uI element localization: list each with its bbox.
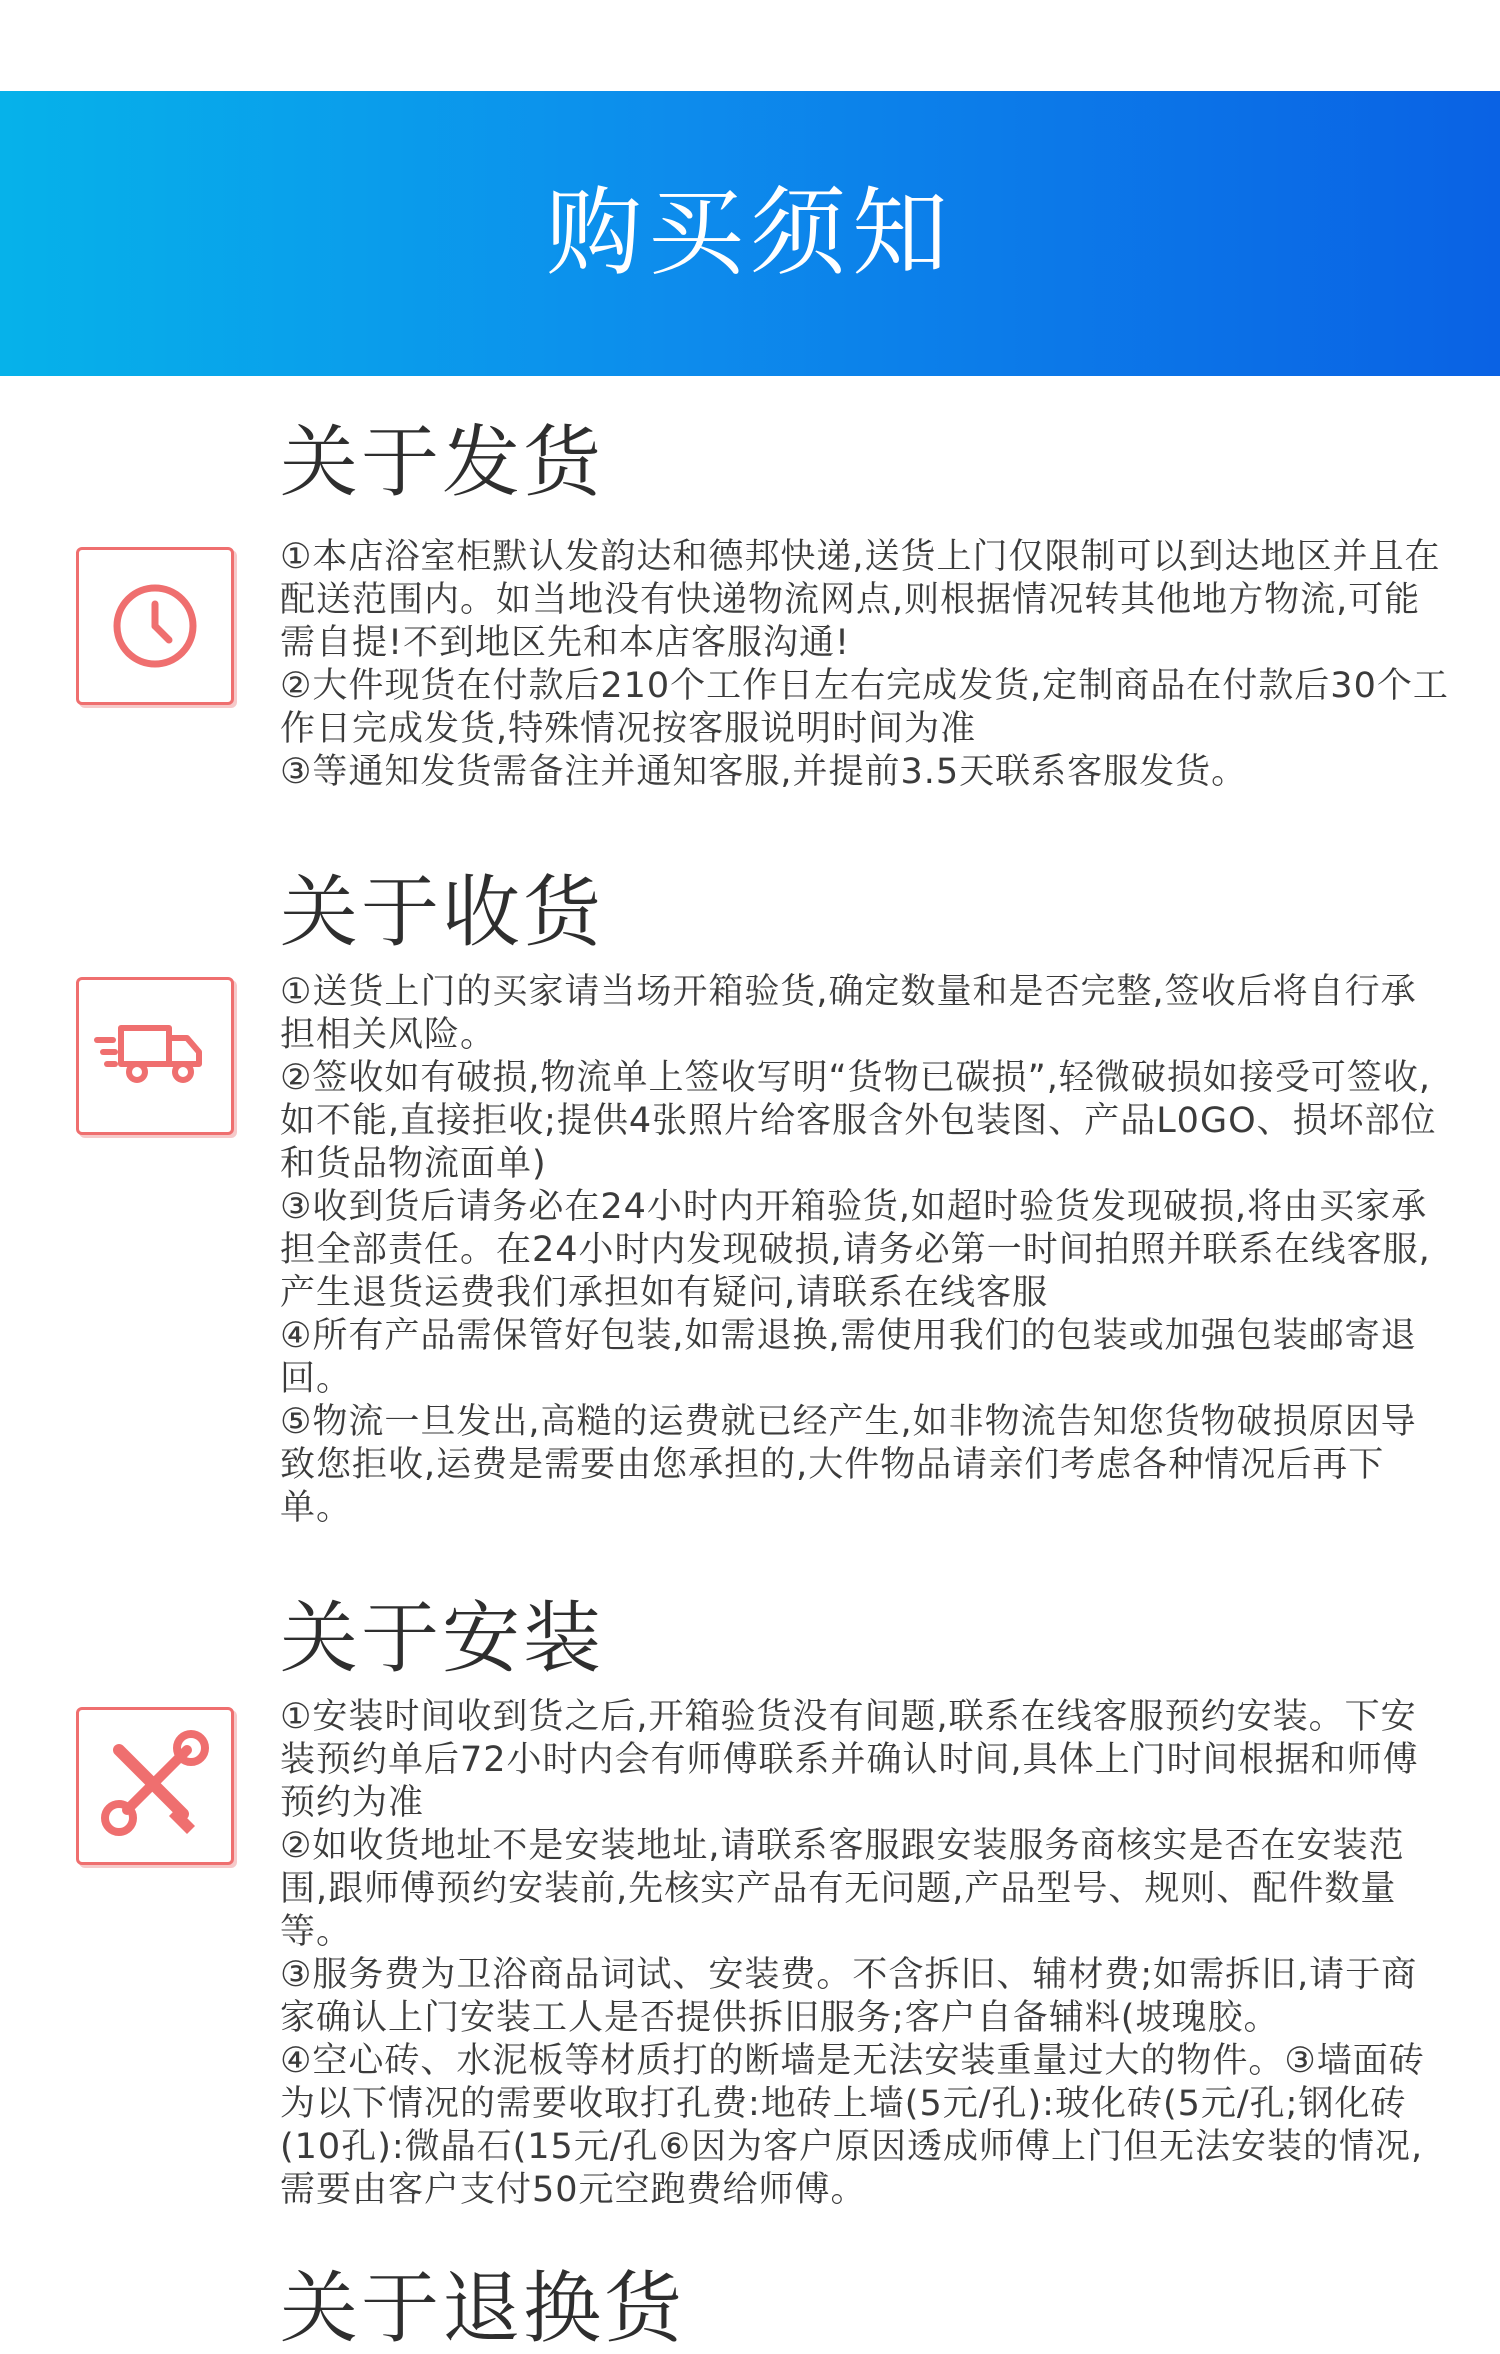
paragraph: ⑤物流一旦发出,高糙的运费就已经产生,如非物流告知您货物破损原因导致您拒收,运费是需要由您承担的,大件物品请亲们考虑各种情况后再下单。 — [280, 1402, 1417, 1528]
paragraph: ①安装时间收到货之后,开箱验货没有间题,联系在线客服预约安装。下安装预约单后72小时内会有师傅联系并确认时间,具体上门时间根据和师傅预约为准 — [280, 1697, 1419, 1823]
banner-title: 购买须知 — [546, 177, 954, 289]
paragraph: ②签收如有破损,物流单上签收写明“货物已碳损”,轻微破损如接受可签收,如不能,直接拒收;提供4张照片给客服含外包装图、产品L0GO、损坏部位和货品物流面单) — [280, 1058, 1437, 1184]
paragraph: ①送货上门的买家请当场开箱验货,确定数量和是否完整,签收后将自行承担相关风险。 — [280, 972, 1417, 1055]
section-body-shipping — [280, 536, 1450, 794]
section-body-receiving — [280, 971, 1450, 1530]
paragraph: ③等通知发货需备注并通知客服,并提前3.5天联系客服发货。 — [280, 752, 1248, 792]
section-heading-returns: 关于退换货 — [280, 2264, 686, 2354]
paragraph: ④空心砖、水泥板等材质打的断墙是无法安装重量过大的物件。③墙面砖为以下情况的需要收取打孔费:地砖上墙(5元/孔):玻化砖(5元/孔;钢化砖(10孔):微晶石(15元/孔⑥因为客户原因透成师傅上门但无法安装的情况,需要由客户支付50元空跑费给师傅。 — [280, 2041, 1425, 2210]
paragraph: ②大件现货在付款后210个工作日左右完成发货,定制商品在付款后30个工作日完成发货,特殊情况按客服说明时间为准 — [280, 666, 1449, 749]
clock-icon — [79, 550, 231, 702]
tools-icon-box — [76, 1707, 234, 1865]
paragraph: ①本店浴室柜默认发韵达和德邦快递,送货上门仅限制可以到达地区并且在配送范围内。如当地没有快递物流网点,则根据情况转其他地方物流,可能需自提!不到地区先和本店客服沟通! — [280, 537, 1441, 663]
truck-icon-box — [76, 977, 234, 1135]
section-body-installation — [280, 1696, 1450, 2212]
title-banner — [0, 91, 1500, 376]
paragraph: ②如收货地址不是安装地址,请联系客服跟安装服务商核实是否在安装范围,跟师傅预约安装前,先核实产品有无问题,产品型号、规则、配件数量等。 — [280, 1826, 1405, 1952]
section-heading-installation: 关于安装 — [280, 1594, 605, 1684]
paragraph: ③服务费为卫浴商品词试、安装费。不含拆旧、辅材费;如需拆旧,请于商家确认上门安装工人是否提供拆旧服务;客户自备辅料(坡瑰胶。 — [280, 1955, 1418, 2038]
wrench-screwdriver-icon — [79, 1710, 231, 1862]
delivery-truck-icon — [79, 980, 231, 1132]
paragraph: ④所有产品需保管好包装,如需退换,需使用我们的包装或加强包装邮寄退回。 — [280, 1316, 1417, 1399]
section-heading-receiving: 关于收货 — [280, 868, 605, 958]
section-heading-shipping: 关于发货 — [280, 418, 605, 508]
clock-icon-box — [76, 547, 234, 705]
paragraph: ③收到货后请务必在24小时内开箱验货,如超时验货发现破损,将由买家承担全部责任。在24小时内发现破损,请务必第一时间拍照并联系在线客服,产生退货运费我们承担如有疑问,请联系在线客服 — [280, 1187, 1431, 1313]
